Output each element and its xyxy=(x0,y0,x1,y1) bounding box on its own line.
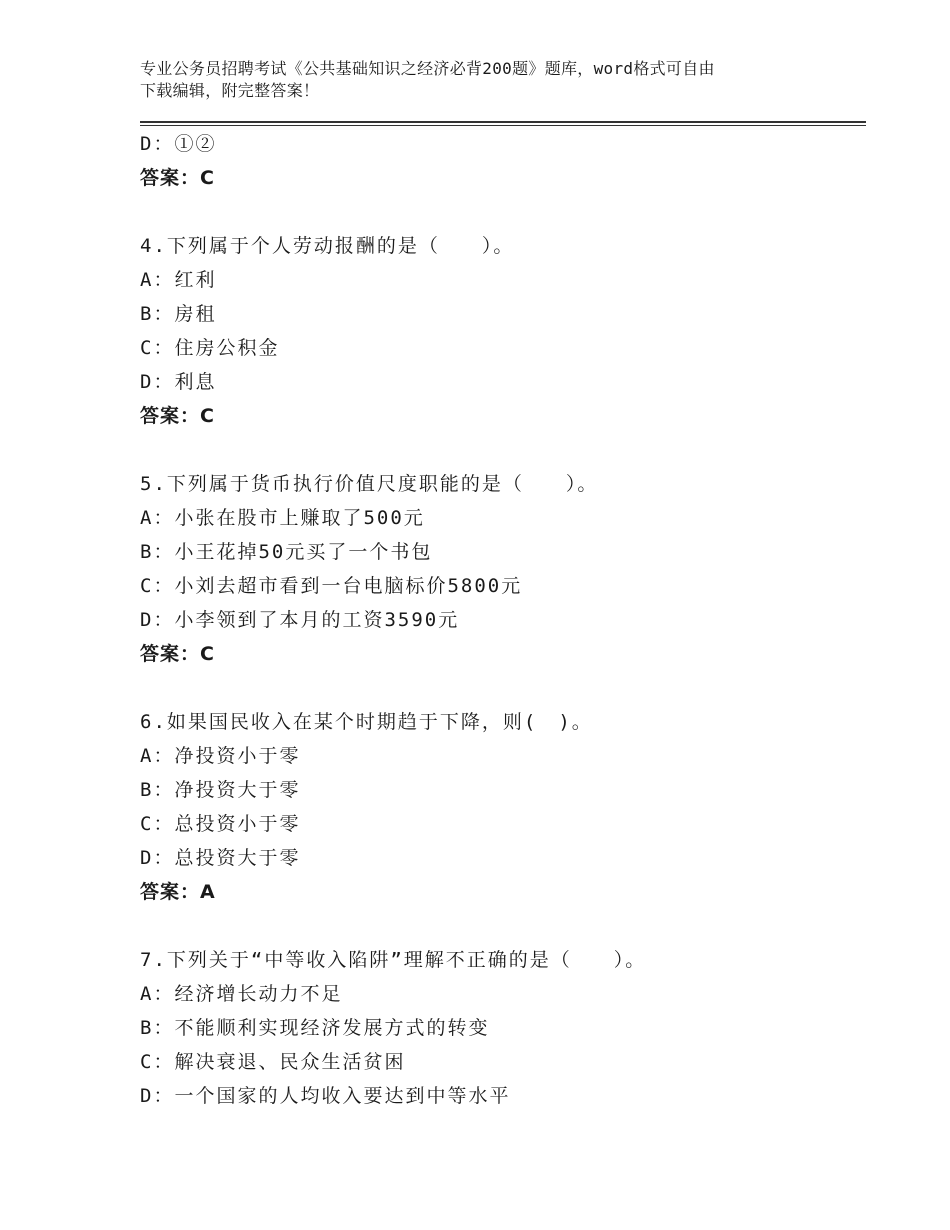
option-c: C：住房公积金 xyxy=(140,337,280,359)
question-7 xyxy=(140,943,860,1113)
question-stem: 6.如果国民收入在某个时期趋于下降，则( )。 xyxy=(140,711,593,733)
option-c: C：总投资小于零 xyxy=(140,813,301,835)
question-stem: 7.下列关于“中等收入陷阱”理解不正确的是（ ）。 xyxy=(140,949,647,971)
answer: 答案：C xyxy=(140,643,215,665)
question-stem: 5.下列属于货币执行价值尺度职能的是（ ）。 xyxy=(140,473,599,495)
header-divider-thin xyxy=(140,125,866,126)
option-d: D：小李领到了本月的工资3590元 xyxy=(140,609,460,631)
option-c: C：解决衰退、民众生活贫困 xyxy=(140,1051,406,1073)
option-b: B：房租 xyxy=(140,303,217,325)
option-b: B：净投资大于零 xyxy=(140,779,301,801)
question-6 xyxy=(140,705,860,909)
header-divider-thick xyxy=(140,121,866,123)
prev-option-d: D：①② xyxy=(140,133,217,155)
option-d: D：一个国家的人均收入要达到中等水平 xyxy=(140,1085,511,1107)
option-d: D：利息 xyxy=(140,371,217,393)
option-b: B：不能顺利实现经济发展方式的转变 xyxy=(140,1017,490,1039)
document-header xyxy=(140,58,820,102)
question-stem: 4.下列属于个人劳动报酬的是（ ）。 xyxy=(140,235,515,257)
answer: 答案：C xyxy=(140,405,215,427)
spacer xyxy=(140,433,860,467)
prev-answer: 答案：C xyxy=(140,167,215,189)
option-a: A：红利 xyxy=(140,269,217,291)
header-title-line-2: 下载编辑，附完整答案！ xyxy=(140,81,320,100)
spacer xyxy=(140,671,860,705)
header-title-line-1: 专业公务员招聘考试《公共基础知识之经济必背200题》题库，word格式可自由 xyxy=(140,59,715,78)
spacer xyxy=(140,909,860,943)
option-d: D：总投资大于零 xyxy=(140,847,301,869)
answer: 答案：A xyxy=(140,881,216,903)
option-b: B：小王花掉50元买了一个书包 xyxy=(140,541,433,563)
question-list xyxy=(140,127,860,1113)
option-a: A：经济增长动力不足 xyxy=(140,983,343,1005)
question-4 xyxy=(140,229,860,433)
question-5 xyxy=(140,467,860,671)
option-a: A：小张在股市上赚取了500元 xyxy=(140,507,425,529)
option-c: C：小刘去超市看到一台电脑标价5800元 xyxy=(140,575,523,597)
spacer xyxy=(140,195,860,229)
option-a: A：净投资小于零 xyxy=(140,745,301,767)
